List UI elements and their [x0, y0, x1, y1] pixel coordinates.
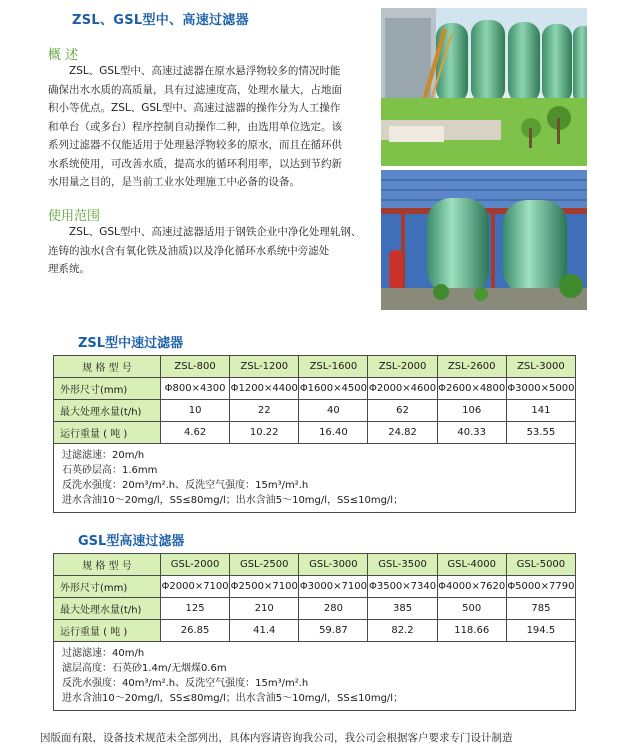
- weight-cell: 40.33: [437, 422, 506, 444]
- note-line: 进水含油10～20mg/l，SS≤80mg/l；出水含油5～10mg/l，SS≤10mg/l；: [62, 495, 404, 506]
- dims-cell: Φ2600×4800: [437, 378, 506, 400]
- note-line: 反洗水强度：20m³/m².h、反洗空气强度：15m³/m².h: [62, 480, 309, 491]
- flow-cell: 62: [368, 400, 437, 422]
- model-cell: GSL-2000: [161, 554, 230, 576]
- flow-cell: 210: [230, 598, 299, 620]
- weight-cell: 10.22: [230, 422, 299, 444]
- weight-cell: 24.82: [368, 422, 437, 444]
- note-line: 反洗水强度：40m³/m².h、反洗空气强度：15m³/m².h: [62, 678, 309, 689]
- scope-line: 连铸的浊水(含有氧化铁及油质)以及净化循环水系统中旁滤处: [48, 244, 330, 257]
- row-header-dims: 外形尺寸(mm): [54, 576, 161, 598]
- overview-text: [48, 62, 378, 192]
- flow-cell: 10: [161, 400, 230, 422]
- dims-cell: Φ3500×7340: [368, 576, 437, 598]
- model-cell: GSL-3000: [299, 554, 368, 576]
- table-row: [54, 444, 576, 513]
- row-header-weight: 运行重量 ( 吨 ): [54, 620, 161, 642]
- scope-text: [48, 223, 383, 279]
- table-row: [54, 576, 576, 598]
- overview-line: ZSL、GSL型中、高速过滤器在原水悬浮物较多的情况时能: [69, 65, 341, 77]
- model-cell: ZSL-1600: [299, 356, 368, 378]
- table-row: [54, 554, 576, 576]
- outdoor-tanks-illustration: [381, 8, 587, 166]
- table-row: [54, 642, 576, 711]
- flow-cell: 385: [368, 598, 437, 620]
- row-header-flow: 最大处理水量(t/h): [54, 598, 161, 620]
- flow-cell: 22: [230, 400, 299, 422]
- flow-cell: 500: [437, 598, 506, 620]
- model-cell: GSL-2500: [230, 554, 299, 576]
- overview-line: 水系统使用，可改善水质，提高水的循环利用率，以达到节约新: [48, 157, 342, 170]
- note-line: 进水含油10～20mg/l，SS≤80mg/l；出水含油5～10mg/l，SS≤10mg/l；: [62, 693, 404, 704]
- overview-line: 水用量之目的，是当前工业水处理施工中必备的设备。: [48, 176, 300, 188]
- weight-cell: 16.40: [299, 422, 368, 444]
- weight-cell: 82.2: [368, 620, 437, 642]
- model-cell: GSL-5000: [506, 554, 575, 576]
- dims-cell: Φ5000×7790: [506, 576, 575, 598]
- flow-cell: 40: [299, 400, 368, 422]
- flow-cell: 280: [299, 598, 368, 620]
- note-line: 滤层高度：石英砂1.4m/无烟煤0.6m: [62, 663, 227, 674]
- weight-cell: 194.5: [506, 620, 575, 642]
- dims-cell: Φ3000×7100: [299, 576, 368, 598]
- scope-line: ZSL、GSL型中、高速过滤器适用于钢铁企业中净化处理轧钢、: [69, 226, 362, 238]
- overview-line: 确保出水水质的高质量，具有过滤速度高，处理水量大，占地面: [48, 83, 342, 96]
- dims-cell: Φ2000×4600: [368, 378, 437, 400]
- gsl-notes: [54, 642, 576, 711]
- footer-note: 因版面有限，设备技术规范未全部列出，具体内容请咨询我公司，我公司会根据客户要求专门设计制造: [40, 732, 513, 744]
- overview-line: 和单台（或多台）程序控制自动操作二种，由选用单位选定。该: [48, 120, 342, 133]
- zsl-table-title: ZSL型中速过滤器: [78, 336, 184, 351]
- row-header-dims: 外形尺寸(mm): [54, 378, 161, 400]
- zsl-spec-table: [53, 355, 576, 513]
- row-header-weight: 运行重量 ( 吨 ): [54, 422, 161, 444]
- row-header-model: 规 格 型 号: [54, 554, 161, 576]
- model-cell: ZSL-2600: [437, 356, 506, 378]
- model-cell: ZSL-800: [161, 356, 230, 378]
- weight-cell: 26.85: [161, 620, 230, 642]
- weight-cell: 53.55: [506, 422, 575, 444]
- dims-cell: Φ800×4300: [161, 378, 230, 400]
- dims-cell: Φ1200×4400: [230, 378, 299, 400]
- scope-heading: 使用范围: [48, 209, 101, 224]
- dims-cell: Φ2000×7100: [161, 576, 230, 598]
- model-cell: ZSL-3000: [506, 356, 575, 378]
- scope-line: 理系统。: [48, 263, 90, 275]
- filter-tank-photo-outdoor: [381, 8, 587, 166]
- overview-line: 积小等优点。ZSL、GSL型中、高速过滤器的操作分为人工操作: [48, 102, 341, 114]
- flow-cell: 141: [506, 400, 575, 422]
- table-row: [54, 620, 576, 642]
- row-header-model: 规 格 型 号: [54, 356, 161, 378]
- weight-cell: 118.66: [437, 620, 506, 642]
- weight-cell: 4.62: [161, 422, 230, 444]
- dims-cell: Φ4000×7620: [437, 576, 506, 598]
- dims-cell: Φ1600×4500: [299, 378, 368, 400]
- overview-line: 系列过滤器不仅能适用于处理悬浮物较多的原水，而且在循环供: [48, 139, 342, 151]
- filter-tank-photo-plant: [381, 170, 587, 310]
- weight-cell: 41.4: [230, 620, 299, 642]
- table-row: [54, 400, 576, 422]
- model-cell: GSL-3500: [368, 554, 437, 576]
- row-header-flow: 最大处理水量(t/h): [54, 400, 161, 422]
- weight-cell: 59.87: [299, 620, 368, 642]
- table-row: [54, 356, 576, 378]
- dims-cell: Φ3000×5000: [506, 378, 575, 400]
- flow-cell: 125: [161, 598, 230, 620]
- dims-cell: Φ2500×7100: [230, 576, 299, 598]
- table-row: [54, 598, 576, 620]
- table-row: [54, 378, 576, 400]
- model-cell: ZSL-1200: [230, 356, 299, 378]
- model-cell: GSL-4000: [437, 554, 506, 576]
- model-cell: ZSL-2000: [368, 356, 437, 378]
- note-line: 过滤滤速：20m/h: [62, 450, 145, 461]
- page-title: ZSL、GSL型中、高速过滤器: [72, 13, 249, 28]
- note-line: 过滤滤速：40m/h: [62, 648, 145, 659]
- gsl-spec-table: [53, 553, 576, 711]
- zsl-notes: [54, 444, 576, 513]
- table-row: [54, 422, 576, 444]
- overview-heading: 概 述: [48, 48, 79, 63]
- plant-tanks-illustration: [381, 170, 587, 310]
- flow-cell: 106: [437, 400, 506, 422]
- note-line: 石英砂层高：1.6mm: [62, 465, 158, 476]
- flow-cell: 785: [506, 598, 575, 620]
- gsl-table-title: GSL型高速过滤器: [78, 534, 185, 549]
